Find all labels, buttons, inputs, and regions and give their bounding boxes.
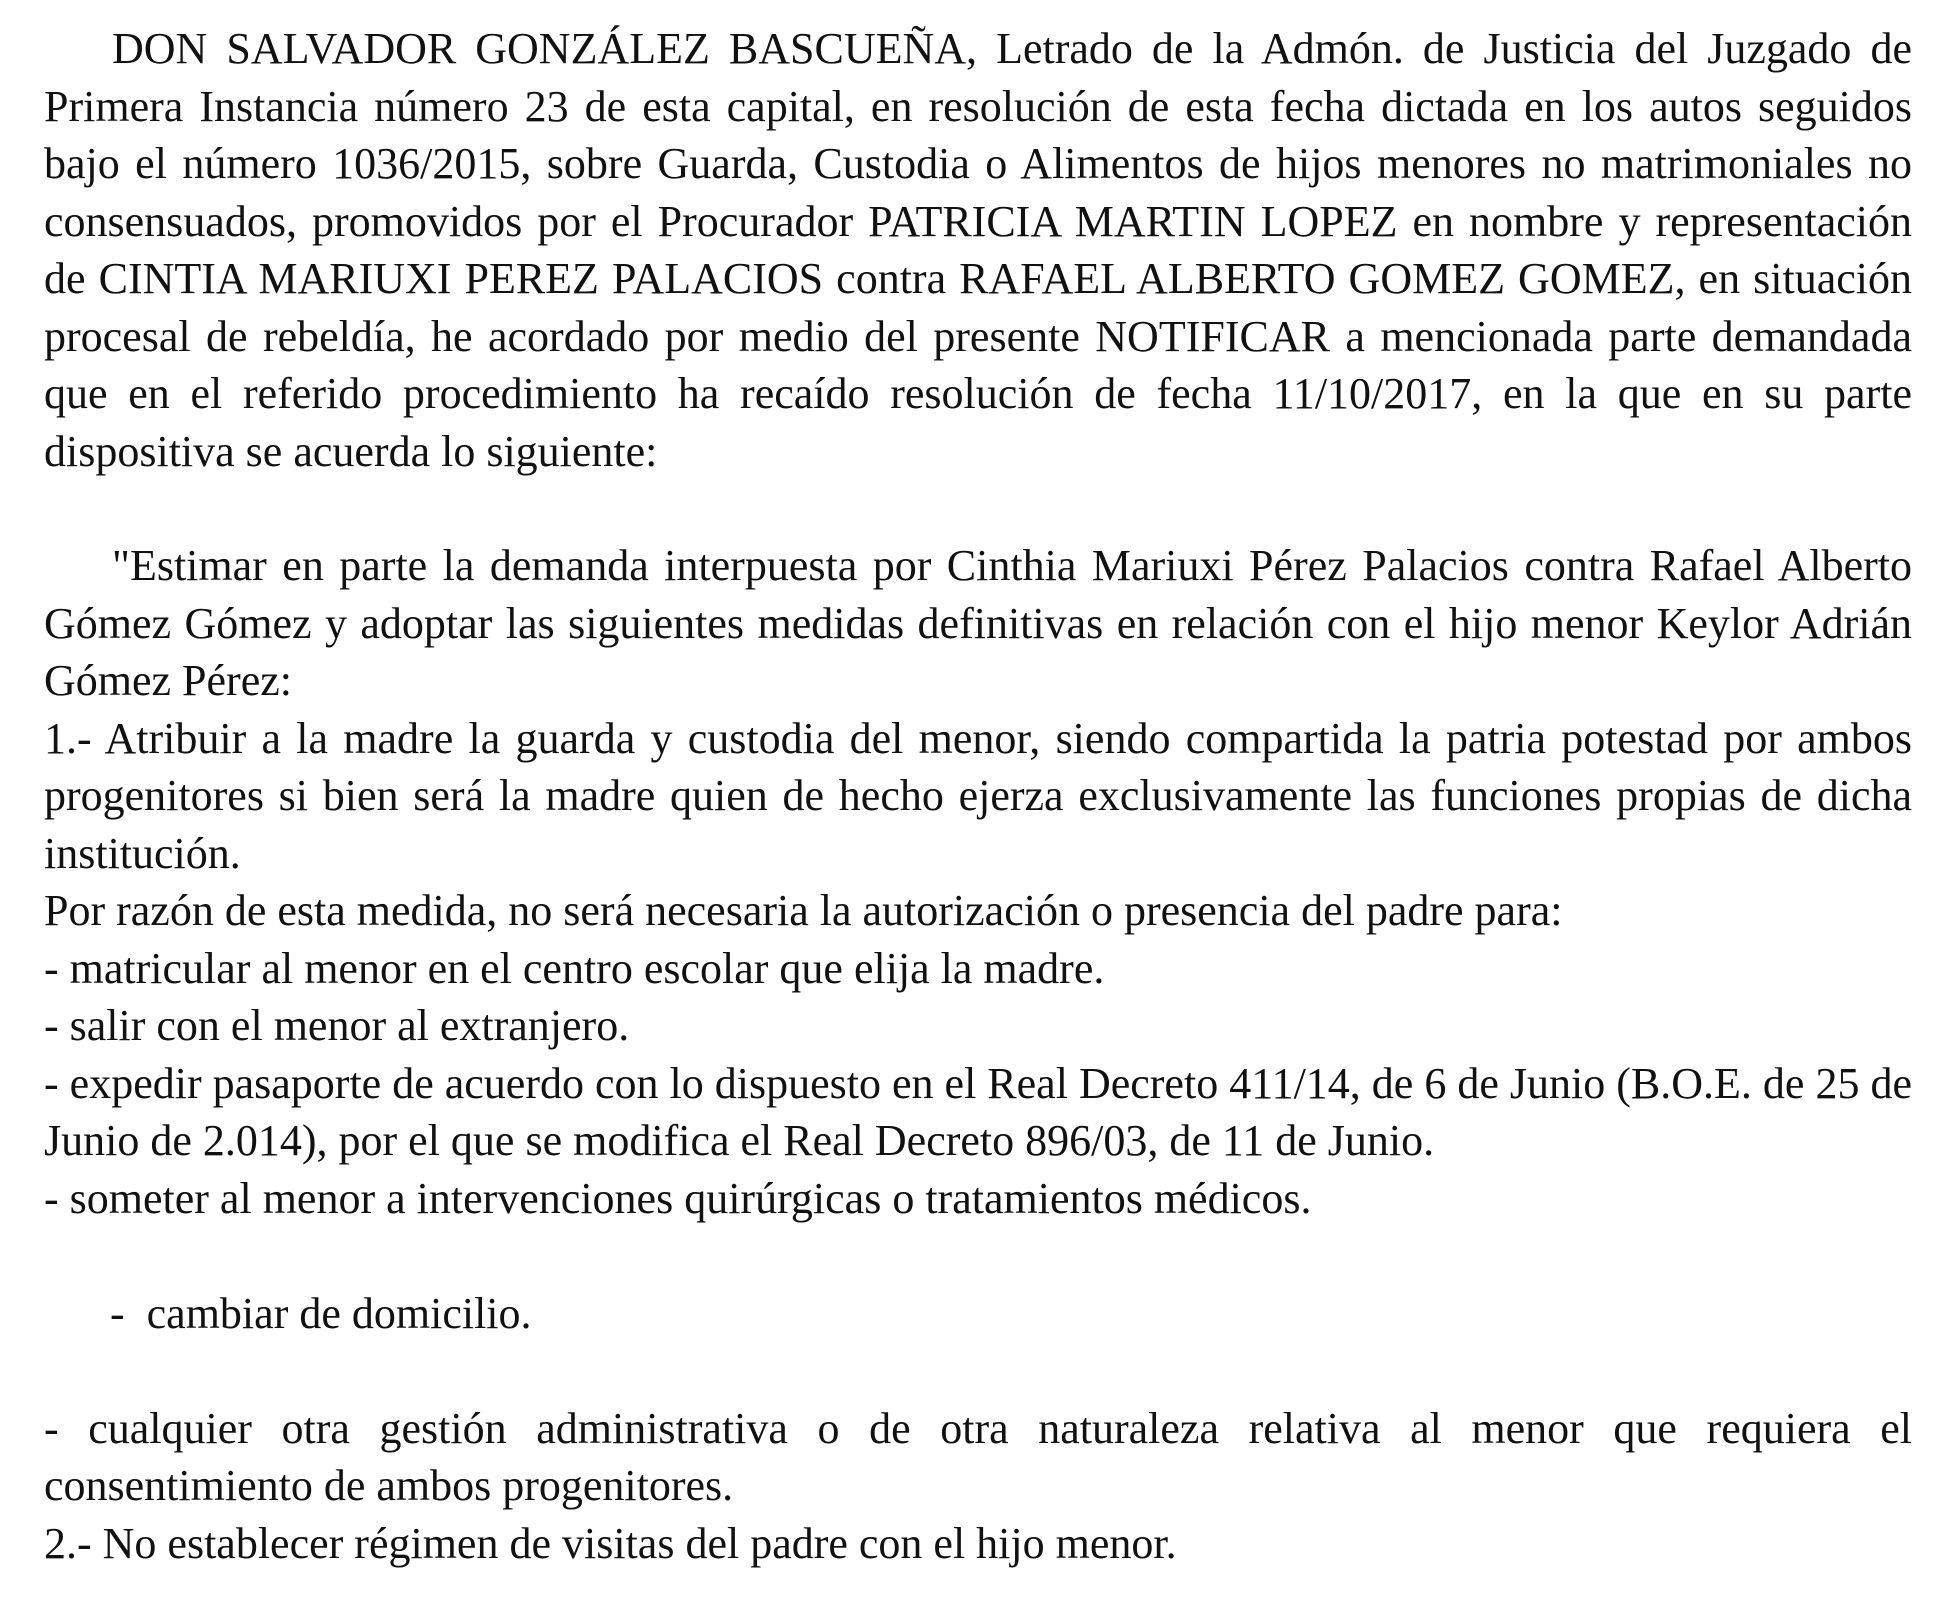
list-item-domicile-text: - cambiar de domicilio. <box>110 1288 532 1338</box>
intro-paragraph <box>44 20 1912 480</box>
measure-2-text: 2.- No establecer régimen de visitas del padre con el hijo menor. <box>44 1518 1177 1568</box>
list-item <box>44 1055 1912 1170</box>
ruling-intro-text: "Estimar en parte la demanda interpuesta por Cinthia Mariuxi Pérez Palacios contra Rafael Alberto Gómez Gómez y adoptar las siguientes medidas definitivas en relación con el hijo menor Keylor Adrián Gómez Pérez: <box>44 541 1912 705</box>
list-item <box>44 940 1912 998</box>
reason-paragraph <box>44 882 1912 940</box>
intro-text: DON SALVADOR GONZÁLEZ BASCUEÑA, Letrado de la Admón. de Justicia del Juzgado de Primera Instancia número 23 de esta capital, en resolución de esta fecha dictada en los autos seguidos bajo el número 1036/2015, sobre Guarda, Custodia o Alimentos de hijos menores no matrimoniales no consensuados, promovidos por el Procurador PATRICIA MARTIN LOPEZ en nombre y representación de CINTIA MARIUXI PEREZ PALACIOS contra RAFAEL ALBERTO GOMEZ GOMEZ, en situación procesal de rebeldía, he acordado por medio del presente NOTIFICAR a mencionada parte demandada que en el referido procedimiento ha recaído resolución de fecha 11/10/2017, en la que en su parte dispositiva se acuerda lo siguiente: <box>44 24 1912 476</box>
list-item-other-text: - cualquier otra gestión administrativa o de otra naturaleza relativa al menor que requiera el consentimiento de ambos progenitores. <box>44 1403 1912 1510</box>
document-body <box>44 20 1912 1572</box>
measure-2-paragraph <box>44 1515 1912 1573</box>
list-item-passport-text: - expedir pasaporte de acuerdo con lo dispuesto en el Real Decreto 411/14, de 6 de Junio (B.O.E. de 25 de Junio de 2.014), por el que se modifica el Real Decreto 896/03, de 11 de Junio. <box>44 1058 1912 1165</box>
paragraph-gap <box>44 480 1912 537</box>
list-item-enroll-text: - matricular al menor en el centro escolar que elija la madre. <box>44 943 1105 993</box>
list-item <box>44 1170 1912 1228</box>
list-item <box>44 1227 1912 1400</box>
ruling-intro-paragraph <box>44 537 1912 710</box>
reason-text: Por razón de esta medida, no será necesaria la autorización o presencia del padre para: <box>44 886 1563 935</box>
measure-1-paragraph <box>44 710 1912 883</box>
measure-1-text: 1.- Atribuir a la madre la guarda y custodia del menor, siendo compartida la patria potestad por ambos progenitores si bien será la madre quien de hecho ejerza exclusivamente las funciones propias de dicha institución. <box>44 713 1912 878</box>
list-item-abroad-text: - salir con el menor al extranjero. <box>44 1001 630 1050</box>
list-item <box>44 1400 1912 1515</box>
list-item-medical-text: - someter al menor a intervenciones quirúrgicas o tratamientos médicos. <box>44 1173 1312 1223</box>
list-item <box>44 997 1912 1055</box>
